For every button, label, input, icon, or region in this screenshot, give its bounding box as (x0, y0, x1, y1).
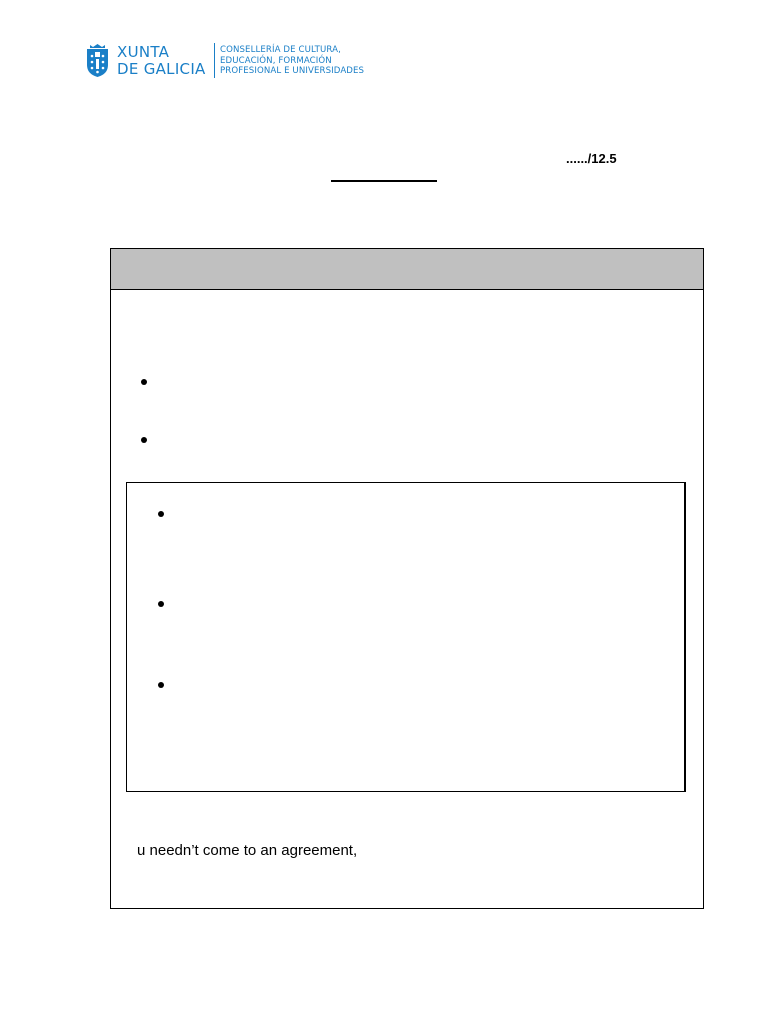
logo-line-2: DE GALICIA (117, 60, 206, 78)
task-box-header (111, 249, 703, 290)
score-field: ....../12.5 (566, 151, 617, 166)
department-line-1: CONSELLERÍA DE CULTURA, (220, 45, 341, 55)
inner-bullet-3 (158, 682, 164, 688)
inner-task-box (126, 482, 686, 792)
closing-text: u needn’t come to an agreement, (137, 842, 358, 859)
inner-bullet-2 (158, 601, 164, 607)
title-underline (331, 180, 437, 182)
department-name (220, 45, 364, 77)
xunta-de-galicia-logo (85, 43, 385, 79)
department-line-3: PROFESIONAL E UNIVERSIDADES (220, 66, 365, 77)
logo-line-1: XUNTA (117, 43, 170, 61)
galicia-emblem-icon (85, 43, 110, 78)
inner-bullet-1 (158, 511, 164, 517)
logo-divider (214, 43, 215, 78)
logo-wordmark (117, 44, 206, 78)
bullet-1 (141, 379, 147, 385)
department-line-2: EDUCACIÓN, FORMACIÓN (220, 55, 332, 66)
bullet-2 (141, 437, 147, 443)
